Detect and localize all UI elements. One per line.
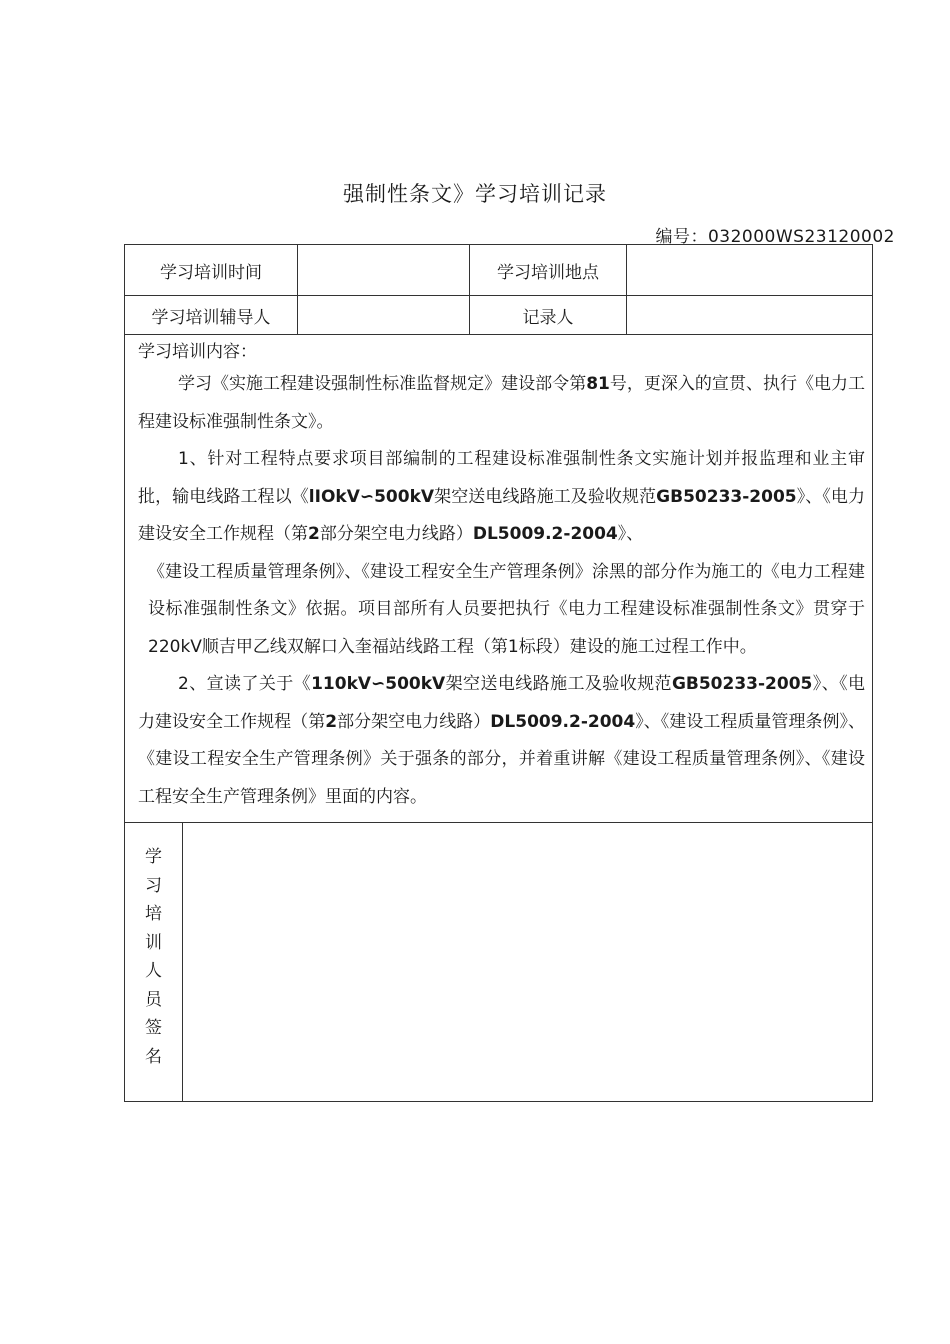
training-place-field[interactable]	[627, 245, 873, 296]
training-time-label: 学习培训时间	[125, 245, 298, 296]
tutor-label: 学习培训辅导人	[125, 296, 298, 335]
training-content-cell	[125, 335, 873, 823]
training-place-label: 学习培训地点	[470, 245, 627, 296]
training-record-table	[124, 244, 873, 1102]
table-row	[125, 296, 873, 335]
tutor-field[interactable]	[298, 296, 470, 335]
recorder-label: 记录人	[470, 296, 627, 335]
recorder-field[interactable]	[627, 296, 873, 335]
signature-field[interactable]	[183, 823, 873, 1102]
content-heading: 学习培训内容：	[138, 342, 257, 362]
content-paragraph-1: 学习《实施工程建设强制性标准监督规定》建设部令第81号，更深入的宣贯、执行《电力工程建设标准强制性条文》。	[138, 374, 866, 432]
table-row	[125, 245, 873, 296]
document-number: 编号：032000WS23120002	[655, 227, 895, 247]
training-time-field[interactable]	[298, 245, 470, 296]
content-paragraph-3: 《建设工程质量管理条例》、《建设工程安全生产管理条例》涂黑的部分作为施工的《电力工程建设标准强制性条文》依据。项目部所有人员要把执行《电力工程建设标准强制性条文》贯穿于220kV顺吉甲乙线双解口入奎福站线路工程（第1标段）建设的施工过程工作中。	[148, 561, 865, 657]
table-row	[125, 823, 873, 1102]
page-title: 强制性条文》学习培训记录	[343, 182, 607, 206]
content-paragraph-2: 1、针对工程特点要求项目部编制的工程建设标准强制性条文实施计划并报监理和业主审批，输电线路工程以《lIOkV∽500kV架空送电线路施工及验收规范GB50233-2005》、《电力建设安全工作规程（第2部分架空电力线路）DL5009.2-2004》、	[138, 449, 866, 544]
content-paragraph-4: 2、宣读了关于《110kV∽500kV架空送电线路施工及验收规范GB50233-2005》、《电力建设安全工作规程（第2部分架空电力线路）DL5009.2-2004》、《建设工程质量管理条例》、《建设工程安全生产管理条例》关于强条的部分，并着重讲解《建设工程质量管理条例》、《建设工程安全生产管理条例》里面的内容。	[138, 674, 866, 807]
signature-label: 学 习 培 训 人 员 签 名	[125, 823, 183, 1102]
table-row	[125, 335, 873, 823]
